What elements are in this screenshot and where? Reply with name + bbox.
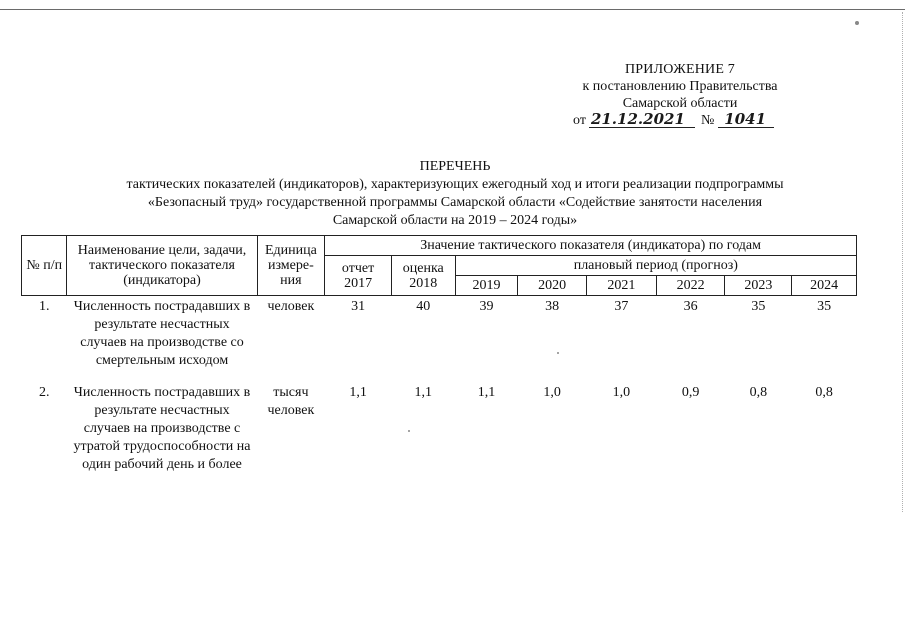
document-title — [60, 158, 850, 230]
table-row — [22, 296, 857, 373]
header-year: 2023 — [725, 276, 792, 296]
row-unit: тысяч человек — [267, 385, 315, 418]
header-report-2017: отчет 2017 — [325, 256, 392, 296]
row-value: 37 — [614, 299, 629, 314]
header-unit: Единица измере-ния — [257, 236, 325, 296]
scan-top-edge — [0, 9, 905, 10]
row-value: 35 — [751, 299, 766, 314]
row-value: 40 — [416, 299, 431, 314]
header-planned-group: плановый период (прогноз) — [455, 256, 856, 276]
row-indicator-name: Численность пострадавших в результате несчастных случаев на производстве с утратой трудоспособности на один рабочий день и более — [73, 385, 251, 472]
row-value: 35 — [817, 299, 832, 314]
row-value: 0,9 — [681, 385, 700, 400]
document-title-line-3: «Безопасный труд» государственной программы Самарской области «Содействие занятости населения — [147, 195, 763, 210]
appendix-number-sign: № — [700, 113, 715, 128]
row-number: 2. — [38, 385, 50, 400]
appendix-line-1: к постановлению Правительства — [582, 79, 778, 94]
row-value: 31 — [351, 299, 366, 314]
row-spacer — [22, 372, 857, 382]
row-value: 38 — [545, 299, 560, 314]
appendix-block — [560, 61, 800, 129]
header-year: 2024 — [792, 276, 857, 296]
appendix-signature-line — [560, 112, 800, 129]
document-title-line-1: ПЕРЕЧЕНЬ — [419, 159, 491, 174]
row-value: 1,1 — [414, 385, 433, 400]
header-number: № п/п — [22, 236, 67, 296]
document-title-line-2: тактических показателей (индикаторов), характеризующих ежегодный ход и итоги реализации подпрограммы — [126, 177, 784, 192]
scan-speck — [855, 21, 859, 25]
appendix-from-label: от — [573, 113, 586, 128]
appendix-number: 1041 — [718, 112, 774, 128]
header-year: 2019 — [455, 276, 518, 296]
header-year: 2020 — [518, 276, 587, 296]
table-row — [22, 382, 857, 476]
row-value: 36 — [683, 299, 698, 314]
header-estimate-2018: оценка 2018 — [391, 256, 455, 296]
header-values-group: Значение тактического показателя (индикатора) по годам — [325, 236, 857, 256]
row-unit: человек — [267, 299, 315, 314]
appendix-title: ПРИЛОЖЕНИЕ 7 — [624, 62, 736, 77]
header-year: 2021 — [587, 276, 657, 296]
row-value: 1,0 — [612, 385, 631, 400]
row-indicator-name: Численность пострадавших в результате несчастных случаев на производстве со смертельным исходом — [73, 299, 251, 368]
row-number: 1. — [38, 299, 50, 314]
appendix-date: 21.12.2021 — [589, 112, 695, 128]
row-value: 39 — [479, 299, 494, 314]
row-value: 0,8 — [749, 385, 768, 400]
row-value: 1,0 — [543, 385, 561, 400]
indicators-table — [21, 235, 857, 476]
row-value: 0,8 — [815, 385, 833, 400]
row-value: 1,1 — [477, 385, 496, 400]
document-title-line-4: Самарской области на 2019 – 2024 годы» — [332, 213, 578, 228]
header-year: 2022 — [656, 276, 725, 296]
header-name: Наименование цели, задачи, тактического показателя (индикатора) — [67, 236, 257, 296]
appendix-line-2: Самарской области — [622, 96, 738, 111]
row-value: 1,1 — [349, 385, 367, 400]
scan-right-edge — [902, 12, 903, 512]
